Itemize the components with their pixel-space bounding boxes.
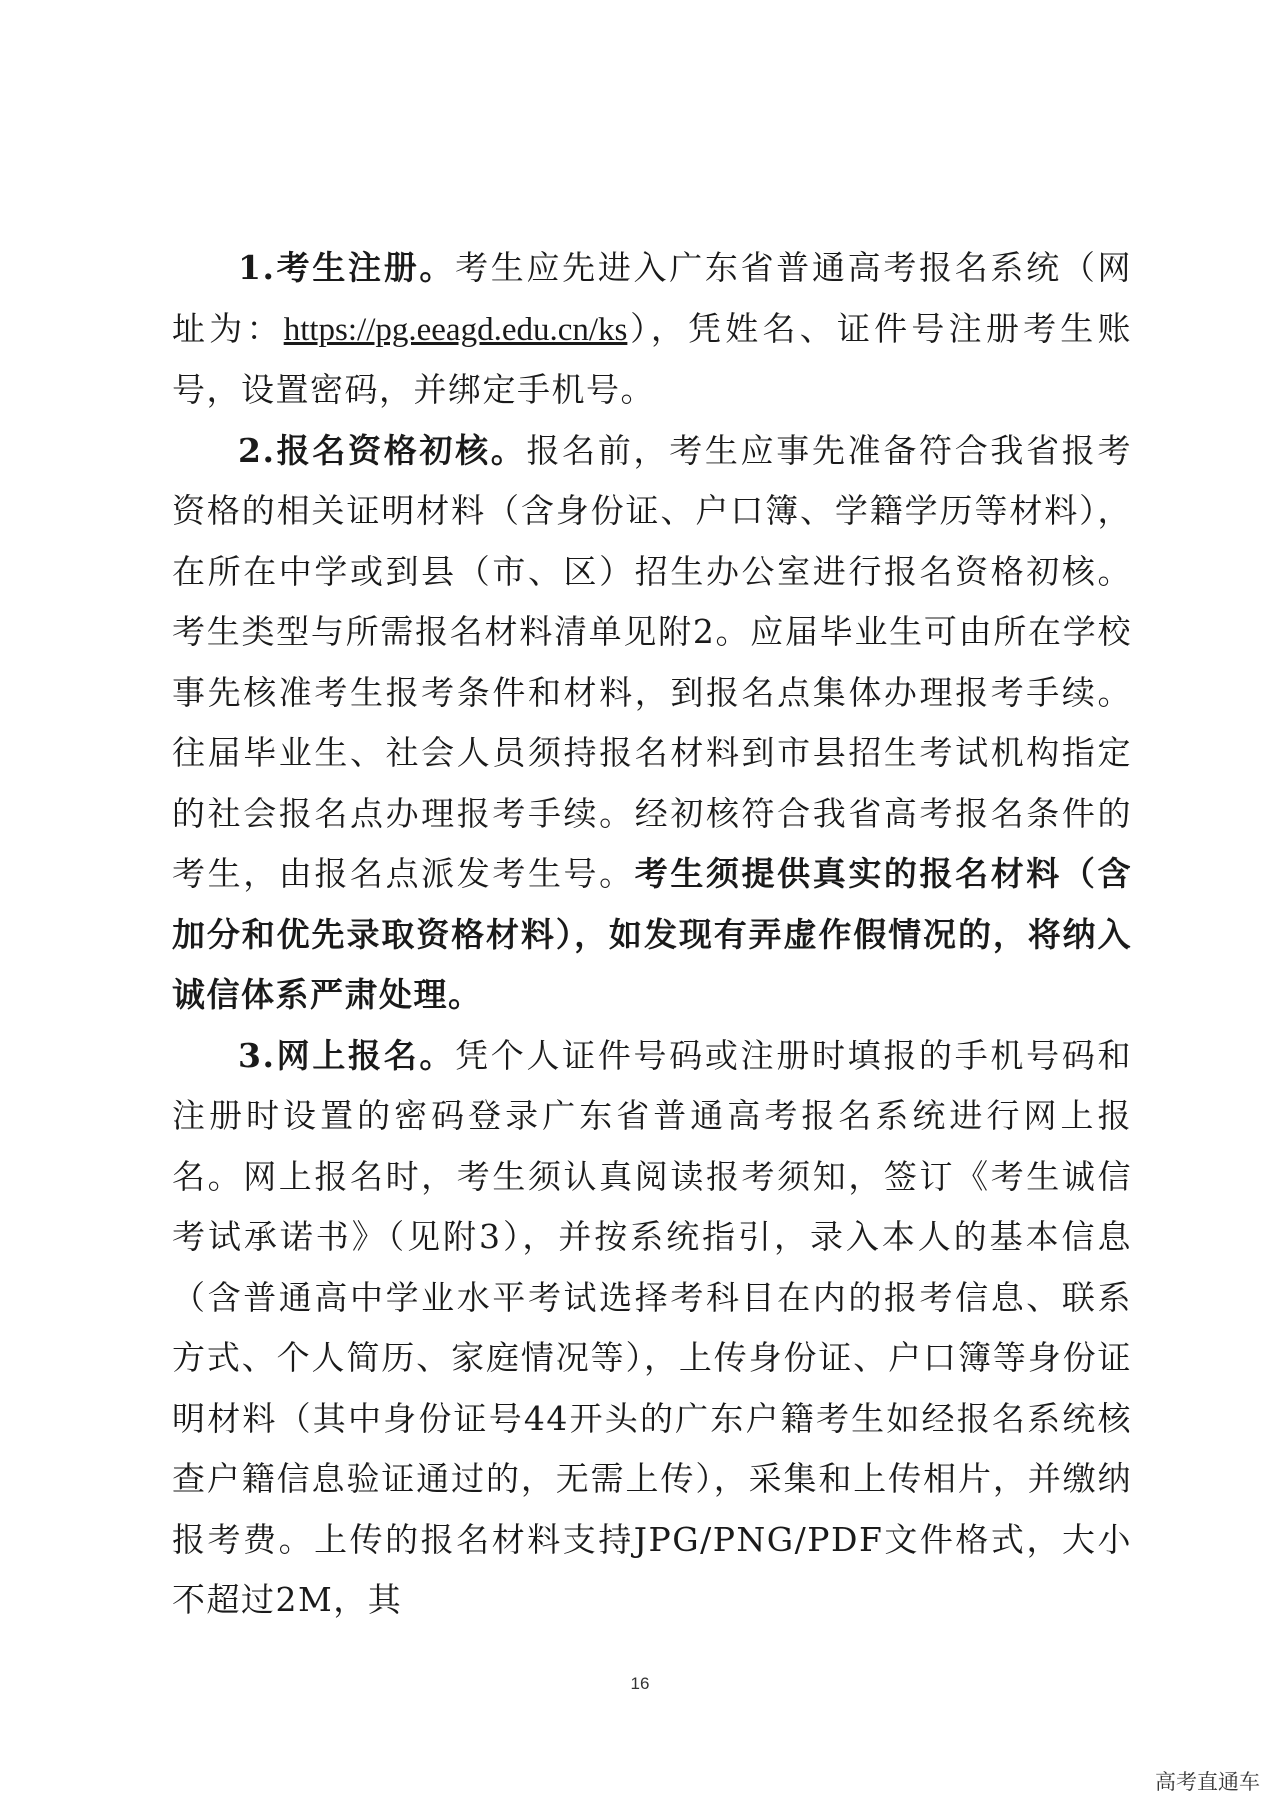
paragraph-eligibility-check — [172, 421, 1132, 1026]
registration-url-link[interactable]: https://pg.eeagd.edu.cn/ks — [283, 311, 628, 348]
paragraph-heading: 1.考生注册。 — [238, 248, 456, 287]
paragraph-heading: 3.网上报名。 — [238, 1035, 456, 1075]
document-body — [172, 238, 1132, 1631]
paragraph-online-registration — [172, 1026, 1132, 1631]
paragraph-heading: 2.报名资格初核。 — [238, 430, 527, 470]
page-number: 16 — [630, 1674, 650, 1693]
paragraph-registration — [172, 238, 1132, 421]
paragraph-text: 凭个人证件号码或注册时填报的手机号码和注册时设置的密码登录广东省普通高考报名系统进行网上报名。网上报名时，考生须认真阅读报考须知，签订《考生诚信考试承诺书》（见附3），并按系统指引，录入本人的基本信息（含普通高中学业水平考试选择考科目在内的报考信息、联系方式、个人简历、家庭情况等），上传身份证、户口簿等身份证明材料（其中身份证号44开头的广东户籍考生如经报名系统核查户籍信息验证通过的，无需上传），采集和上传相片，并缴纳报考费。上传的报名材料支持JPG/PNG/PDF文件格式，大小不超过2M，其 — [172, 1035, 1133, 1619]
paragraph-bold-notice: 考生须提供真实的报名材料（含加分和优先录取资格材料），如发现有弄虚作假情况的，将纳入诚信体系严肃处理。 — [172, 854, 1133, 1014]
paragraph-text: 报名前，考生应事先准备符合我省报考资格的相关证明材料（含身份证、户口簿、学籍学历等材料），在所在中学或到县（市、区）招生办公室进行报名资格初核。考生类型与所需报名材料清单见附2。应届毕业生可由所在学校事先核准考生报考条件和材料，到报名点集体办理报考手续。往届毕业生、社会人员须持报名材料到市县招生考试机构指定的社会报名点办理报考手续。经初核符合我省高考报名条件的考生，由报名点派发考生号。 — [172, 430, 1132, 893]
paragraph-text: 考生应先进入广东省普通高考报名系统（网址为： — [172, 248, 1133, 348]
watermark: 高考直通车 — [1155, 1770, 1260, 1794]
paragraph-text: ），凭姓名、证件号注册考生账号，设置密码，并绑定手机号。 — [172, 308, 1133, 409]
